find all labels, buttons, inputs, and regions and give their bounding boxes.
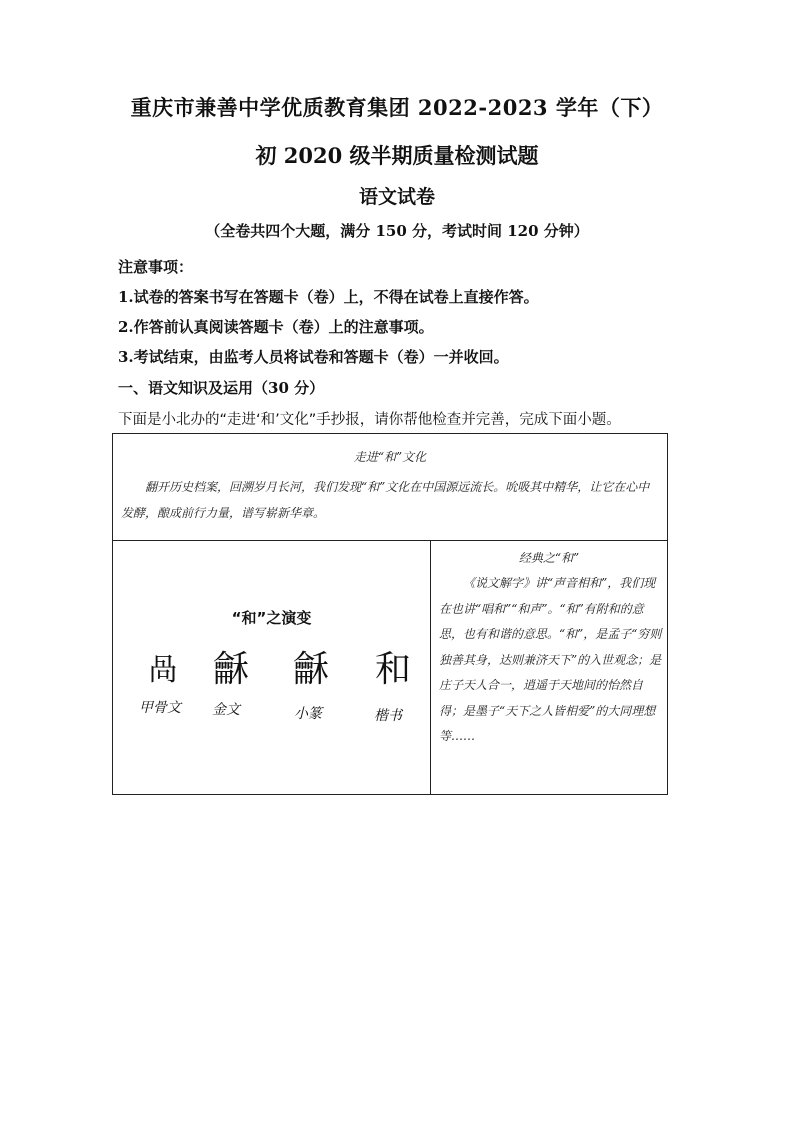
glyph-label-bronze: 金文 <box>212 702 240 718</box>
exam-subtitle: （全卷共四个大题，满分 150 分，考试时间 120 分钟） <box>205 222 589 240</box>
glyph-label-oracle-bone: 甲骨文 <box>139 700 181 716</box>
glyph-oracle-bone: 咼 <box>148 653 178 688</box>
poster-classic-panel <box>431 541 667 794</box>
notice-heading: 注意事项： <box>118 258 194 276</box>
poster-top-panel <box>113 434 667 541</box>
section-intro: 下面是小北办的“走进‘和’文化”手抄报，请你帮他检查并完善，完成下面小题。 <box>118 412 621 428</box>
classic-paragraph: 《说文解字》讲“声音相和”，我们现在也讲“唱和”“和声”。“和”有附和的意思，也有和谐的意思。“和”，是孟子“穷则独善其身，达则兼济天下”的入世观念；是庄子天人合一，逍遥于天地间的怡然自得；是墨子“天下之人皆相爱”的大同理想等…… <box>439 576 662 743</box>
glyph-small-seal: 龢 <box>292 649 329 690</box>
glyph-bronze: 龢 <box>212 649 249 690</box>
evolution-title: “和”之演变 <box>231 609 312 627</box>
exam-title-grade: 初 2020 级半期质量检测试题 <box>255 143 539 168</box>
poster-box <box>112 433 668 795</box>
notice-item-3: 3.考试结束，由监考人员将试卷和答题卡（卷）一并收回。 <box>118 348 509 366</box>
glyph-label-small-seal: 小篆 <box>294 706 322 722</box>
glyph-label-regular: 楷书 <box>374 708 402 724</box>
section-heading: 一、语文知识及运用（30 分） <box>118 379 325 397</box>
notice-item-2: 2.作答前认真阅读答题卡（卷）上的注意事项。 <box>118 318 434 336</box>
glyph-regular: 和 <box>374 649 411 690</box>
poster-evolution-panel <box>113 541 431 794</box>
exam-title-school: 重庆市兼善中学优质教育集团 2022-2023 学年（下） <box>130 95 664 120</box>
poster-title: 走进“和”文化 <box>353 450 427 464</box>
classic-title: 经典之“和” <box>518 551 580 565</box>
poster-intro-paragraph: 翻开历史档案，回溯岁月长河，我们发现“和”文化在中国源远流长。吮吸其中精华，让它在心中发酵，酿成前行力量，谱写崭新华章。 <box>121 480 650 520</box>
exam-title-subject: 语文试卷 <box>358 186 435 208</box>
notice-item-1: 1.试卷的答案书写在答题卡（卷）上，不得在试卷上直接作答。 <box>118 288 539 306</box>
